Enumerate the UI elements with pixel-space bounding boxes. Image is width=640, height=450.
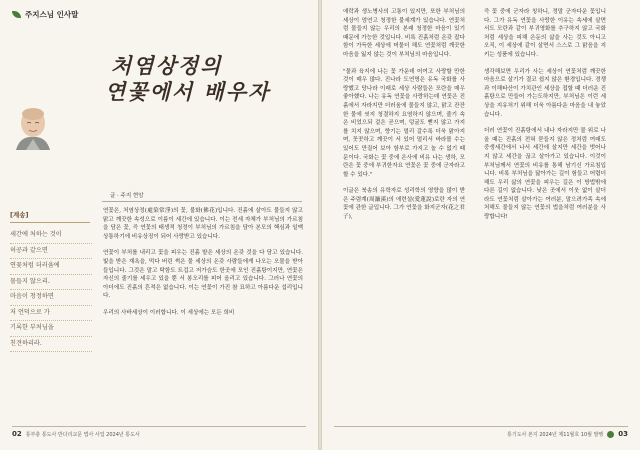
leaf-icon (607, 431, 614, 438)
body-paragraph: 우리의 사바세상이 이러합니다. 이 세상에는 모든 희비 (103, 309, 235, 316)
monk-portrait (12, 106, 54, 150)
left-body-column (103, 207, 303, 326)
verse-line: 연꽃처럼 더러움에 (10, 259, 92, 275)
body-paragraph: 생각해보면 우리가 사는 세상이 연꽃처럼 깨끗한 마음으로 살기가 결코 쉽지 않은 환경입니다. 경쟁과 이해타산이 가치관인 세상을 접할 때 더러운 진흙탕으로 만들어 가는도하지만, 부처님은 이런 세상을 지유처기 위해 더욱 아름다운 마음을 내 놓았습니다. (484, 68, 606, 118)
body-paragraph: 이글은 북송의 유학자로 성리학의 영향을 많이 받은 주렴계(周濂溪)의 애련설(愛蓮說)로란 자의 연꽃에 관한 글입니다. 그가 연꽃을 화지군자(花之君子), (343, 188, 465, 221)
title-line-2: 연꽃에서 배우자 (105, 79, 271, 105)
sidebar-verse (10, 228, 92, 352)
footer-text: 통기도사 본지 2024년 제11월호 10월 발행 (507, 431, 604, 438)
body-paragraph: 더러 연꽃이 진흙탕에서 내나 자라지만 물 위로 나올 때는 진흙의 전혀 묻들지 않은 정처럼 여래도 중생세간에서 나서 세간에 살지만 세간을 벗어나지 않고 세간을 끊고 살아가고 있습니다. 이것이 부처님께서 연꽃의 비유를 통해 남기신 가르침입니다. 비록 부처님을 닮아가는 길이 험들고 어렵더 해도 우리 삶의 연꽃을 피우는 길은 이 방법밖에 다른 길이 없습니다. 낮은 곳에서 이웃 없이 살더라도 연꽃처럼 살아가는 여러분, 말으려가족 속에 처해도 물들지 않는 연꽃의 법을처럼 여러분을 사랑합니다! (484, 128, 606, 221)
footer-rule (334, 426, 628, 427)
section-label: 주지스님 인사말 (25, 10, 79, 19)
verse-line: 물들지 않으리. (10, 275, 92, 291)
byline: 글 · 주지 현암 (110, 193, 144, 199)
footer-rule (12, 426, 306, 427)
verse-line: 친견하리라. (10, 337, 92, 353)
verse-line: 허공과 같으면 (10, 244, 92, 260)
body-paragraph: 애락과 생노병사의 고통이 있지만, 또한 부처님의 세상이 엄연고 청정한 불세계가 있습니다. 연꽃처럼 물들지 않는 우리의 본래 청정한 마음이 있기 때문에 가능한 것입니다. 비록 진흙처럼 온갖 잡다함이 가득한 세상에 머물더 해도 연꽃처럼 깨끗한 마음을 잃지 않는 것이 부처님의 마음입니다. (343, 9, 465, 58)
title-line-1: 처염상정의 (111, 53, 223, 78)
footer-text: 통부충 통도사 반다리교문 법사 사업 2024년 통도사 (25, 431, 140, 438)
right-page (322, 0, 640, 450)
article-title (105, 55, 295, 103)
body-paragraph: 연꽃이 부처를 내리고 꽃을 피우는 진흙 밭은 세상의 온갖 것을 다 담고 있습니다. 빛을 받은 재욕을, 먹다 버린 썩은 물 세상의 온갖 사람들에게 나오는 오물을 받아들입니다. 그것은 말고 탁함도 트겁고 저가슴도 한곳에 모인 진흙탕이지만, 연꽃은 자신의 줄기를 세우고 있을 뿐 서 봉오리를 피어 올리고 있습니다. 그러나 연꽃의 아더에도 진흙의 흔적은 없습니다. 이는 연꽃이 가진 참 묘하고 아름다운 섭리입니다. (103, 250, 303, 300)
left-page (0, 0, 318, 450)
footer-left (12, 430, 140, 438)
sidebar-label: [계송] (10, 211, 29, 219)
page-number: 03 (618, 430, 628, 438)
verse-line: 세간에 처하는 것이 (10, 228, 92, 244)
page-number: 02 (12, 430, 22, 438)
section-tag (12, 9, 78, 20)
body-paragraph: 즉 꽃 중에 군자라 칭하니, 정말 군자다운 꽃입니다. 그가 유독 연꽃을 사랑한 이유는 속세에 살면서도 모란과 같이 부귀영화를 추구하지 않고 국화처럼 세상을 피해 은둔의 삶을 사는 것도 아니고 오직, 이 세상에 같이 살면서 스스로 그 맑음을 지키는 성품에 있습니다. (484, 9, 606, 58)
divider (10, 222, 90, 223)
verse-line: 마음이 청정하면 (10, 290, 92, 306)
footer-right (507, 430, 628, 438)
divider (102, 201, 302, 202)
quote-paragraph: "물과 육지에 나는 꽃 가운데 어여고 사랑할 만한 것이 매우 많다. 진나라 도연명은 유독 국화를 사랑했고 당나라 이래로 세상 사람들은 모란을 매우 좋아했다. 나는 유독 연꽃을 사랑하는데 연꽃은 진흙에서 자라지만 더러움에 물들지 않고, 맑고 잔잔한 물에 씻지 청결하지 요염하지 않으며, 줄기 속은 비었으되 겉은 곧으며, 덩굴도 뻗지 않고 가지를 치지 않으며, 향기는 멀리 갈수록 더욱 맑아지며, 꼿꼿하고 깨끗이 서 있어 멀리서 바라볼 수는 있어도 만질어 보아 함부로 가지고 놀 수 없기 때문이다. 국화는 꽃 중에 은사에 비유 나는 생하, 모란은 꽃 중에 부귀한자요 연꽃은 꽃 중에 군자라고 할 수 있다." (343, 68, 465, 178)
verse-line: 저 언덕으로 가 (10, 306, 92, 322)
right-body-column-2 (484, 8, 606, 230)
body-paragraph: 연꽃은, 처염상정(處染常淨)의 꽃, 불화(佛花)입니다. 진흙에 살아도 물들지 않고 맑고 깨끗한 속성으로 이름이 세간에 있습니다. 이는 전세 자체가 부처님의 가르침을 담은 꽃, 즉 연꽃의 태생적 청정이 부처님의 가르침을 담아 본모의 핵심과 일맥상통하기에 비유상징이 되어 사랑받고 있습니다. (103, 208, 303, 240)
right-body-column-1 (343, 8, 465, 230)
leaf-icon (12, 11, 21, 18)
verse-line: 기록한 부처님을 (10, 321, 92, 337)
